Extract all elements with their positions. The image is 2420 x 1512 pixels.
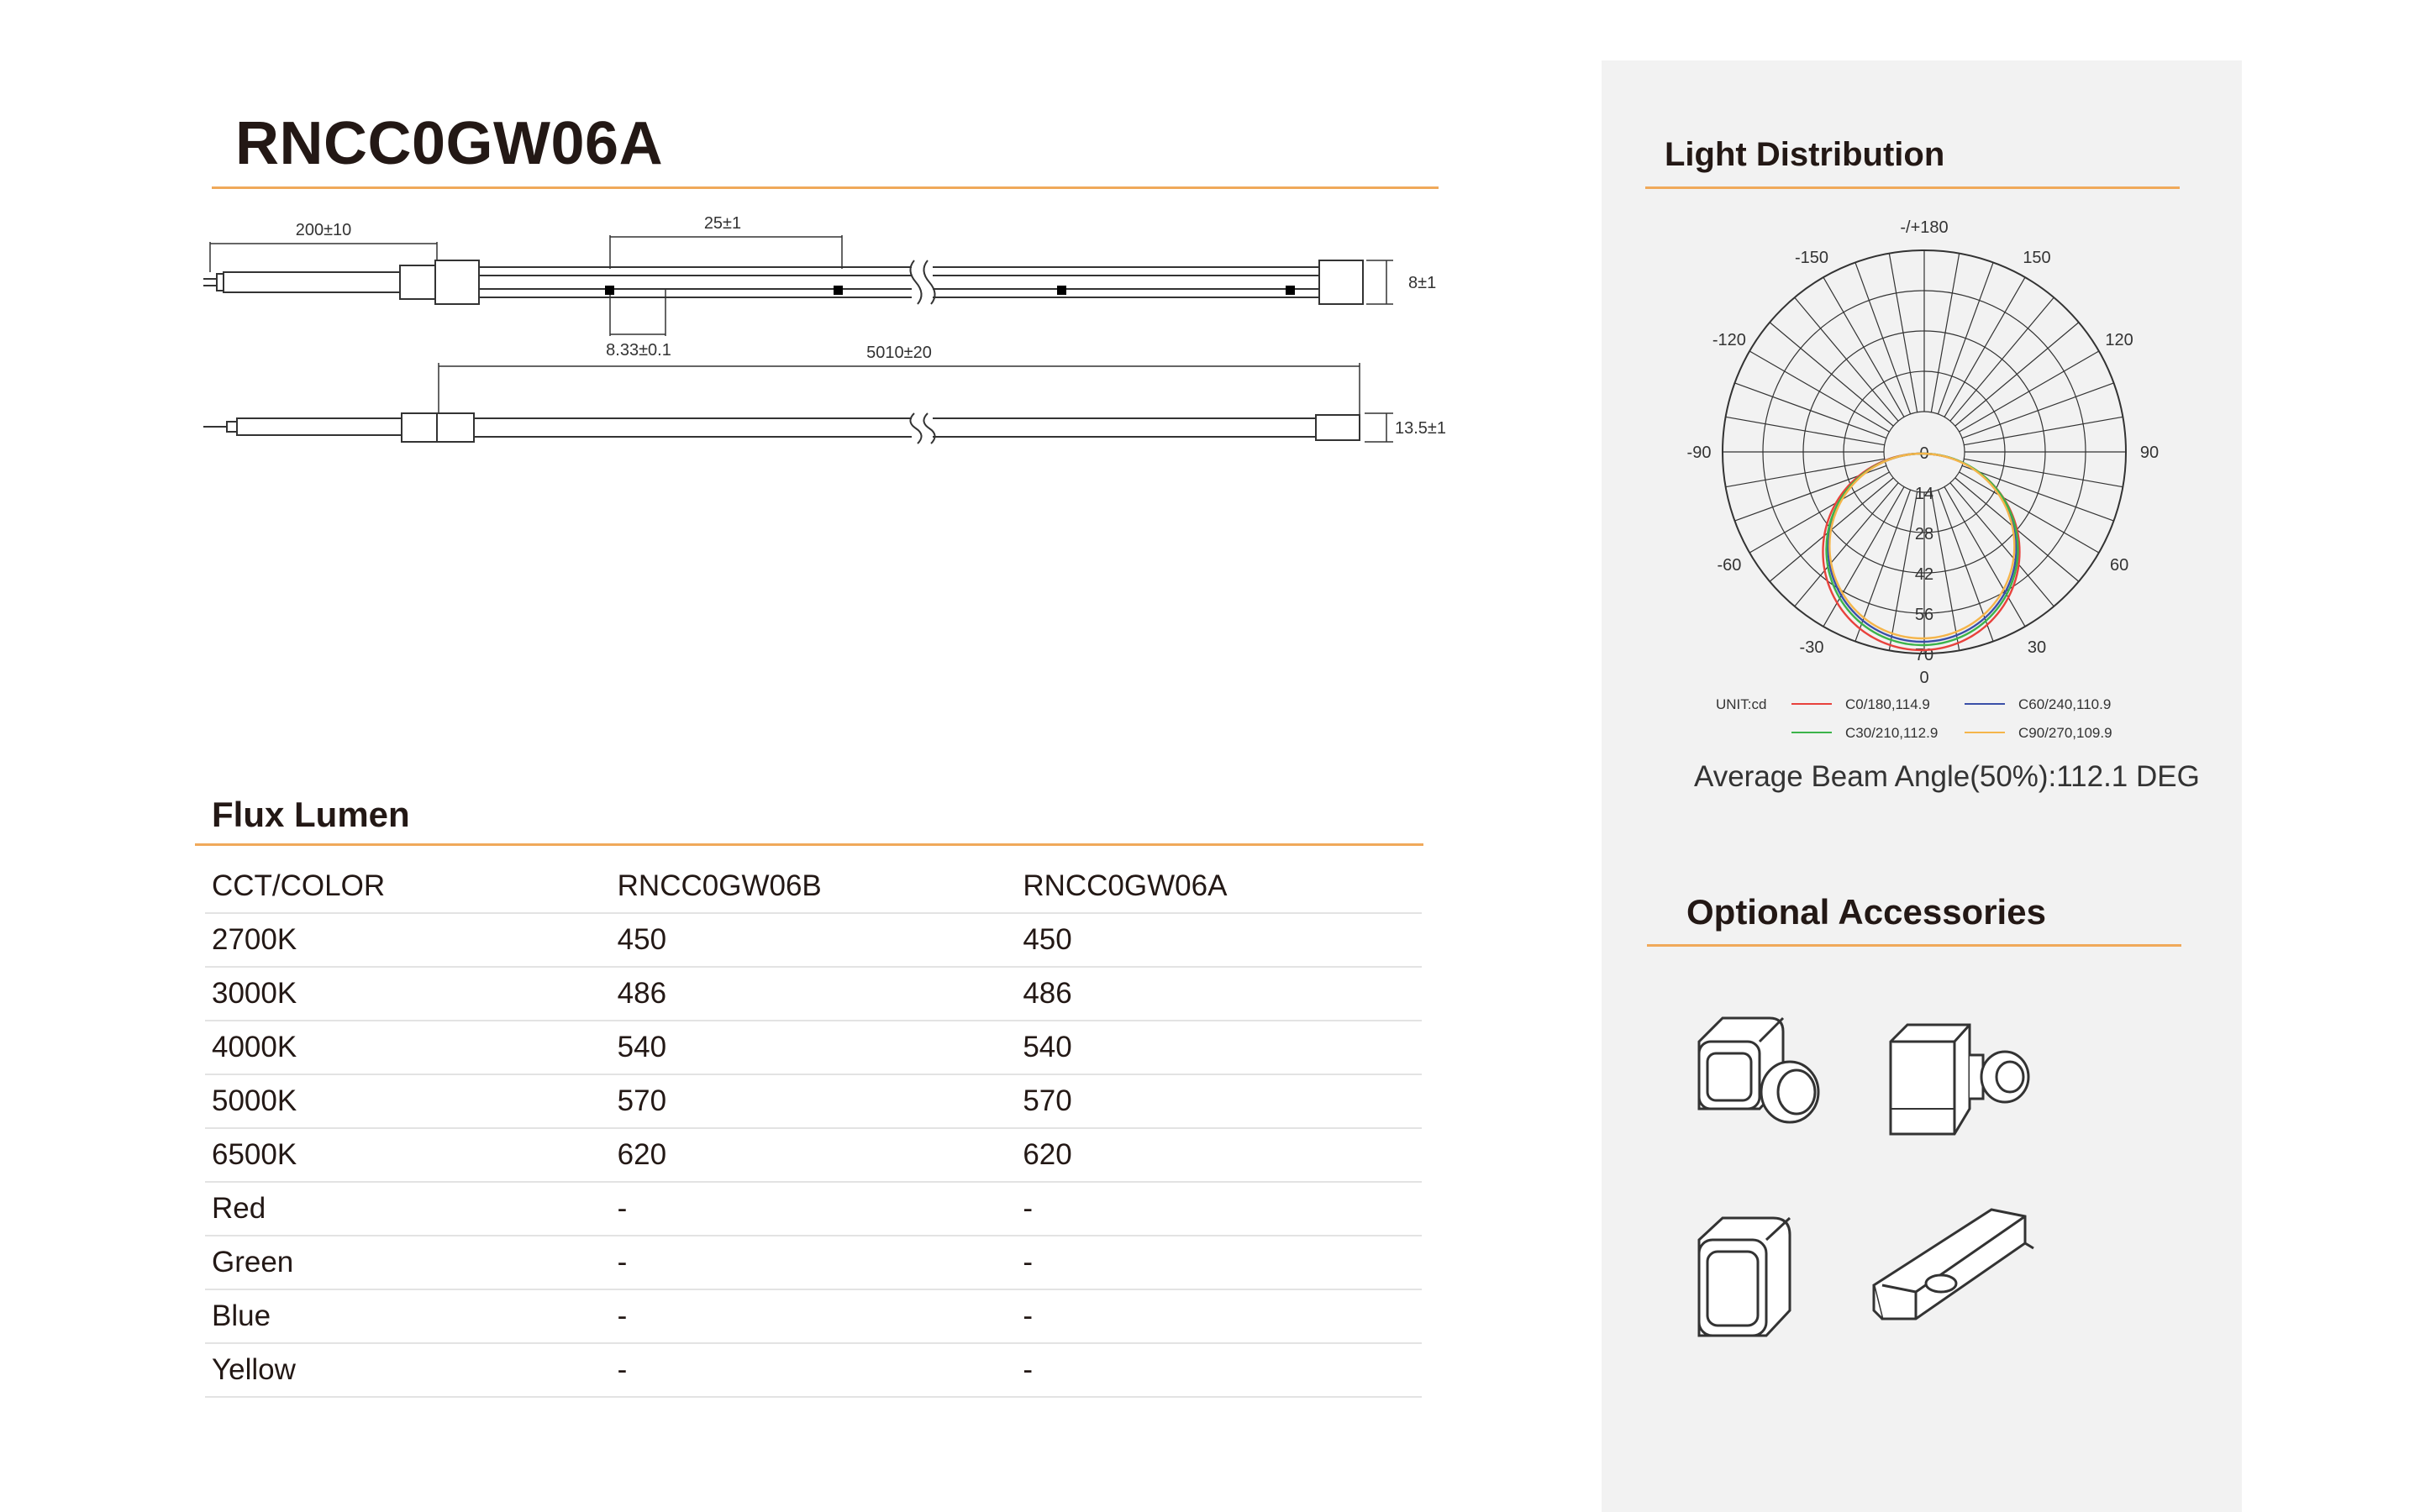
dim-pitch-label: 25±1	[703, 214, 742, 233]
table-cell: -	[1016, 1236, 1422, 1289]
table-cell: Red	[205, 1182, 611, 1236]
polar-spoke	[1823, 277, 1904, 417]
polar-radial-label: 28	[1914, 525, 1934, 543]
polar-spoke	[1726, 417, 1885, 444]
table-header-cell: RNCC0GW06A	[1016, 860, 1422, 913]
table-cell: -	[611, 1343, 1017, 1397]
polar-angle-label: 60	[2109, 556, 2129, 575]
legend-unit: UNIT:cd	[1716, 696, 1767, 712]
polar-spoke	[1931, 491, 1959, 650]
solid-end-cap-with-gland-icon	[1879, 1008, 2047, 1159]
polar-spoke	[1964, 459, 2123, 486]
table-cell: -	[611, 1289, 1017, 1343]
end-cap-with-cable-gland-icon	[1689, 1008, 1832, 1151]
polar-spoke	[1955, 323, 2079, 426]
flux-lumen-title: Flux Lumen	[212, 795, 410, 834]
table-row	[205, 1343, 1422, 1397]
polar-angle-label: 120	[2105, 331, 2133, 349]
plain-end-cap-icon	[1689, 1210, 1815, 1361]
dim-width-label: 13.5±1	[1395, 419, 1447, 438]
table-row	[205, 913, 1422, 967]
polar-angle-label: 0	[1919, 669, 1929, 687]
polar-spoke	[1770, 323, 1893, 426]
optional-accessories-underline	[1647, 944, 2181, 947]
table-cell: -	[611, 1182, 1017, 1236]
light-distribution-title: Light Distribution	[1665, 136, 1945, 173]
dim-lead-label: 200±10	[295, 221, 352, 239]
polar-spoke	[1795, 297, 1898, 421]
table-cell: -	[1016, 1182, 1422, 1236]
polar-angle-label: -/+180	[1900, 218, 1949, 237]
light-distribution-underline	[1645, 186, 2180, 189]
polar-angle-label: 90	[2139, 444, 2160, 462]
polar-spoke	[1960, 351, 2099, 432]
legend-label: C30/210,112.9	[1845, 725, 1939, 741]
table-cell: 4000K	[205, 1021, 611, 1074]
polar-angle-label: -30	[1799, 638, 1824, 658]
polar-spoke	[1962, 383, 2113, 438]
polar-spoke	[1944, 277, 2025, 417]
polar-angle-label: -90	[1686, 444, 1712, 462]
legend-label: C60/240,110.9	[2018, 696, 2112, 712]
table-cell: 570	[1016, 1074, 1422, 1128]
table-row	[205, 967, 1422, 1021]
table-cell: 450	[611, 913, 1017, 967]
polar-radial-label: 42	[1914, 565, 1934, 584]
polar-angle-label: 150	[2023, 248, 2051, 267]
table-header-row	[205, 860, 1422, 913]
table-row	[205, 1182, 1422, 1236]
legend-label: C90/270,109.9	[2018, 725, 2112, 741]
polar-spoke	[1795, 483, 1898, 606]
table-cell: 3000K	[205, 967, 611, 1021]
optional-accessories-title: Optional Accessories	[1686, 892, 2046, 932]
polar-spoke	[1855, 262, 1911, 413]
table-cell: 540	[611, 1021, 1017, 1074]
title-underline	[212, 186, 1439, 189]
polar-spoke	[1734, 383, 1886, 438]
table-row	[205, 1236, 1422, 1289]
polar-radial-label: 56	[1914, 606, 1934, 624]
flux-lumen-underline	[195, 843, 1423, 846]
table-cell: Yellow	[205, 1343, 611, 1397]
table-row	[205, 1074, 1422, 1128]
polar-spoke	[1931, 254, 1959, 412]
table-cell: -	[1016, 1343, 1422, 1397]
table-cell: Green	[205, 1236, 611, 1289]
table-cell: -	[1016, 1289, 1422, 1343]
table-cell: Blue	[205, 1289, 611, 1343]
beam-angle-text: Average Beam Angle(50%):112.1 DEG	[1694, 760, 2200, 793]
table-row	[205, 1289, 1422, 1343]
polar-spoke	[1749, 472, 1889, 553]
polar-spoke	[1950, 297, 2054, 421]
table-row	[205, 1128, 1422, 1182]
table-cell: 540	[1016, 1021, 1422, 1074]
polar-angle-label: -120	[1712, 331, 1746, 349]
table-cell: 450	[1016, 913, 1422, 967]
polar-spoke	[1960, 472, 2099, 553]
flux-lumen-table	[205, 860, 1422, 1398]
page-title: RNCC0GW06A	[235, 110, 664, 177]
table-header-cell: RNCC0GW06B	[611, 860, 1017, 913]
table-cell: -	[611, 1236, 1017, 1289]
dim-cut-label: 8.33±0.1	[606, 341, 671, 360]
table-cell: 486	[611, 967, 1017, 1021]
table-cell: 6500K	[205, 1128, 611, 1182]
technical-drawing	[202, 202, 1479, 479]
table-row	[205, 1021, 1422, 1074]
polar-spoke	[1726, 459, 1885, 486]
polar-spoke	[1938, 262, 1993, 413]
dim-height-label: 8±1	[1408, 274, 1437, 292]
table-cell: 5000K	[205, 1074, 611, 1128]
polar-spoke	[1749, 351, 1889, 432]
polar-angle-label: 30	[2027, 638, 2047, 658]
polar-spoke	[1964, 417, 2123, 444]
polar-radial-label: 0	[1919, 444, 1929, 463]
table-cell: 620	[611, 1128, 1017, 1182]
polar-angle-label: -150	[1794, 248, 1829, 267]
legend-label: C0/180,114.9	[1845, 696, 1930, 712]
polar-chart	[1647, 210, 2202, 756]
polar-radial-label: 70	[1914, 646, 1934, 664]
table-cell: 570	[611, 1074, 1017, 1128]
table-cell: 2700K	[205, 913, 611, 967]
polar-radial-label: 14	[1914, 485, 1934, 503]
polar-spoke	[1889, 254, 1917, 412]
polar-angle-label: -60	[1717, 556, 1742, 575]
polar-spoke	[1962, 465, 2113, 521]
dim-length-label: 5010±20	[866, 344, 932, 362]
table-cell: 486	[1016, 967, 1422, 1021]
polar-spoke	[1889, 491, 1917, 650]
mounting-clip-icon	[1865, 1193, 2050, 1361]
table-header-cell: CCT/COLOR	[205, 860, 611, 913]
table-cell: 620	[1016, 1128, 1422, 1182]
